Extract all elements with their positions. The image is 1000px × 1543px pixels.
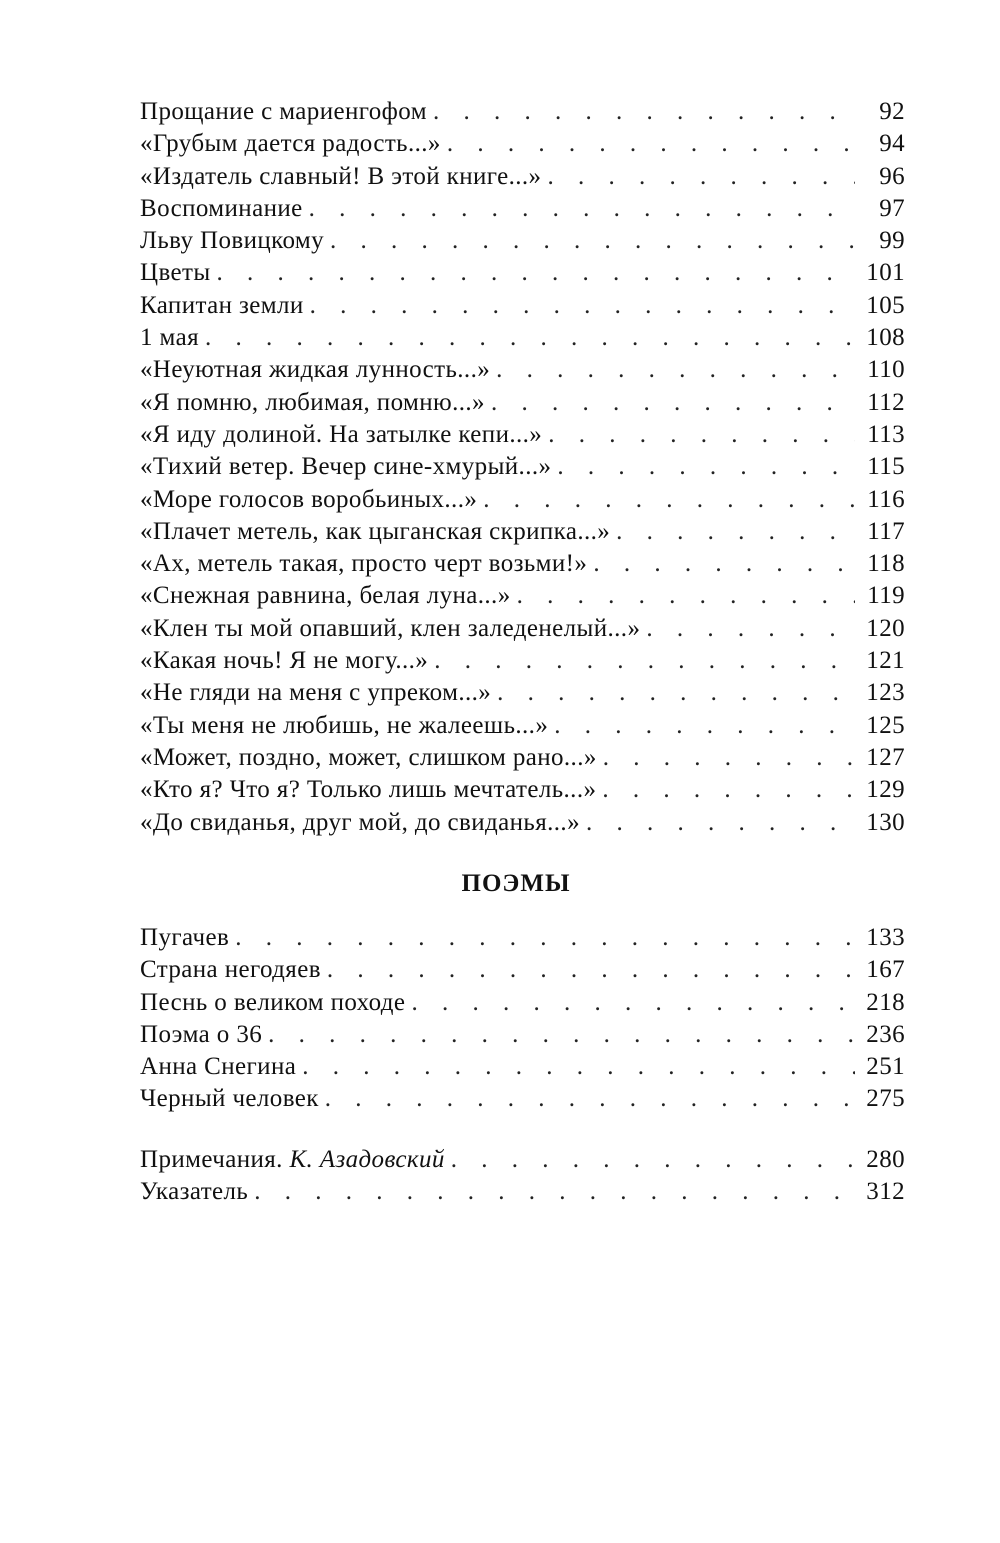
toc-entry-page: 133	[866, 924, 905, 951]
toc-entry-page: 105	[866, 291, 905, 319]
toc-entry[interactable]	[140, 387, 905, 419]
toc-entry-title: Страна негодяев	[140, 956, 321, 984]
dot-leader	[327, 954, 855, 986]
toc-entry[interactable]	[140, 419, 905, 451]
dot-leader	[205, 322, 855, 354]
section-heading-poems: ПОЭМЫ	[461, 870, 571, 897]
dot-leader	[268, 1019, 855, 1051]
toc-entry[interactable]	[140, 548, 905, 580]
toc-entry[interactable]	[140, 193, 905, 225]
toc-entry-title: Воспоминание	[140, 194, 303, 222]
toc-entry-title: «Ах, метель такая, просто черт возьми!»	[140, 550, 588, 578]
toc-entry-page: 118	[867, 550, 905, 578]
toc-entry-page: 167	[866, 956, 905, 984]
toc-entry-title: Черный человек	[140, 1085, 319, 1113]
toc-entry-title: «Море голосов воробьиных...»	[140, 485, 478, 513]
toc-entry-page: 127	[866, 743, 905, 771]
toc-entry-page: 119	[867, 582, 905, 610]
dot-leader	[451, 1144, 855, 1176]
toc-entry-title: Анна Снегина	[140, 1053, 297, 1081]
dot-leader	[497, 677, 855, 709]
toc-entry-page: 236	[866, 1020, 905, 1048]
toc-entry-page: 108	[866, 324, 905, 352]
toc-list-poems-lyrics	[140, 96, 905, 839]
toc-entry[interactable]	[140, 322, 905, 354]
dot-leader	[302, 1051, 855, 1083]
dot-leader	[447, 128, 855, 160]
dot-leader	[646, 613, 855, 645]
toc-entry[interactable]	[140, 1051, 905, 1083]
toc-entry-page: 112	[867, 388, 905, 416]
dot-leader	[235, 922, 855, 954]
toc-entry-title: Льву Повицкому	[140, 227, 324, 255]
dot-leader	[586, 807, 855, 839]
dot-leader	[433, 96, 855, 128]
toc-entry[interactable]	[140, 922, 905, 954]
toc-entry[interactable]	[140, 987, 905, 1019]
dot-leader	[309, 193, 855, 225]
toc-entry[interactable]	[140, 225, 905, 257]
dot-leader	[310, 290, 855, 322]
toc-entry-page: 125	[866, 711, 905, 739]
dot-leader	[217, 257, 855, 289]
toc-entry-page: 123	[866, 679, 905, 707]
toc-list-back-matter	[140, 1144, 905, 1209]
toc-entry-title: «Не гляди на меня с упреком...»	[140, 679, 492, 707]
dot-leader	[547, 161, 855, 193]
toc-entry-page: 110	[867, 356, 905, 384]
toc-entry-index[interactable]	[140, 1176, 905, 1208]
toc-entry-title: Прощание с мариенгофом	[140, 98, 427, 125]
dot-leader	[548, 419, 855, 451]
toc-entry-title: Примечания. К. Азадовский	[140, 1146, 445, 1173]
toc-entry-title: Цветы	[140, 259, 211, 287]
toc-list-long-poems	[140, 922, 905, 1116]
toc-entry[interactable]	[140, 354, 905, 386]
toc-entry[interactable]	[140, 161, 905, 193]
toc-entry-title: «Издатель славный! В этой книге...»	[140, 162, 542, 190]
toc-entry-page: 275	[866, 1085, 905, 1113]
dot-leader	[496, 354, 855, 386]
toc-entry-title: Указатель	[140, 1178, 249, 1206]
dot-leader	[491, 387, 855, 419]
toc-entry[interactable]	[140, 257, 905, 289]
toc-entry-page: 130	[866, 808, 905, 836]
toc-entry-page: 129	[866, 776, 905, 804]
toc-entry-title: «Я помню, любимая, помню...»	[140, 388, 485, 416]
dot-leader	[557, 451, 855, 483]
toc-entry-page: 117	[867, 517, 905, 545]
toc-entry-title: «Кто я? Что я? Только лишь мечтатель...»	[140, 776, 597, 804]
toc-entry-title: «Плачет метель, как цыганская скрипка...»	[140, 517, 611, 545]
toc-entry[interactable]	[140, 484, 905, 516]
toc-entry-page: 101	[866, 259, 905, 287]
toc-entry-title: «До свиданья, друг мой, до свиданья...»	[140, 808, 580, 836]
toc-entry-title: «Клен ты мой опавший, клен заледенелый...»	[140, 614, 641, 642]
toc-entry-title: 1 мая	[140, 324, 199, 352]
toc-entry[interactable]	[140, 290, 905, 322]
toc-entry-page: 97	[879, 194, 905, 222]
toc-entry[interactable]	[140, 96, 905, 128]
dot-leader	[483, 484, 855, 516]
toc-entry[interactable]	[140, 954, 905, 986]
toc-entry-title: Пугачев	[140, 924, 230, 951]
dot-leader	[602, 774, 855, 806]
toc-entry-page: 312	[866, 1178, 905, 1206]
toc-entry-title: «Неуютная жидкая лунность...»	[140, 356, 491, 384]
toc-entry[interactable]	[140, 516, 905, 548]
toc-entry[interactable]	[140, 613, 905, 645]
dot-leader	[554, 710, 855, 742]
toc-entry-title: «Снежная равнина, белая луна...»	[140, 582, 511, 610]
toc-entry-page: 280	[866, 1146, 905, 1173]
toc-entry[interactable]	[140, 580, 905, 612]
toc-entry-title: Капитан земли	[140, 291, 304, 319]
toc-entry[interactable]	[140, 1019, 905, 1051]
toc-entry-title: «Грубым дается радость...»	[140, 130, 441, 158]
toc-entry-title: «Ты меня не любишь, не жалеешь...»	[140, 711, 549, 739]
toc-entry-notes[interactable]	[140, 1144, 905, 1176]
toc-entry-page: 115	[867, 453, 905, 481]
toc-entry-page: 113	[867, 420, 905, 448]
dot-leader	[325, 1083, 855, 1115]
toc-entry-page: 121	[866, 647, 905, 675]
toc-entry-page: 251	[866, 1053, 905, 1081]
toc-entry-page: 116	[867, 485, 905, 513]
toc-entry-title: Поэма о 36	[140, 1020, 263, 1048]
toc-entry-page: 92	[879, 98, 905, 125]
toc-entry-title: Песнь о великом походе	[140, 988, 406, 1016]
toc-entry[interactable]	[140, 128, 905, 160]
dot-leader	[616, 516, 855, 548]
dot-leader	[411, 987, 855, 1019]
toc-entry-title: «Может, поздно, может, слишком рано...»	[140, 743, 597, 771]
toc-entry[interactable]	[140, 451, 905, 483]
toc-entry[interactable]	[140, 1083, 905, 1115]
dot-leader	[434, 645, 855, 677]
toc-entry-title: «Какая ночь! Я не могу...»	[140, 647, 429, 675]
toc-entry-title: «Я иду долиной. На затылке кепи...»	[140, 420, 543, 448]
dot-leader	[603, 742, 855, 774]
toc-entry[interactable]	[140, 710, 905, 742]
toc-entry-author: К. Азадовский	[289, 1146, 445, 1173]
toc-entry-page: 94	[879, 130, 905, 158]
dot-leader	[517, 580, 855, 612]
dot-leader	[254, 1176, 855, 1208]
dot-leader	[593, 548, 855, 580]
toc-entry[interactable]	[140, 645, 905, 677]
toc-entry-page: 120	[866, 614, 905, 642]
toc-entry-title: «Тихий ветер. Вечер сине-хмурый...»	[140, 453, 552, 481]
toc-entry[interactable]	[140, 677, 905, 709]
toc-entry-page: 99	[879, 227, 905, 255]
toc-entry-page: 218	[866, 988, 905, 1016]
dot-leader	[330, 225, 855, 257]
toc-entry[interactable]	[140, 742, 905, 774]
toc-entry-page: 96	[879, 162, 905, 190]
toc-entry[interactable]	[140, 807, 905, 839]
toc-entry[interactable]	[140, 774, 905, 806]
